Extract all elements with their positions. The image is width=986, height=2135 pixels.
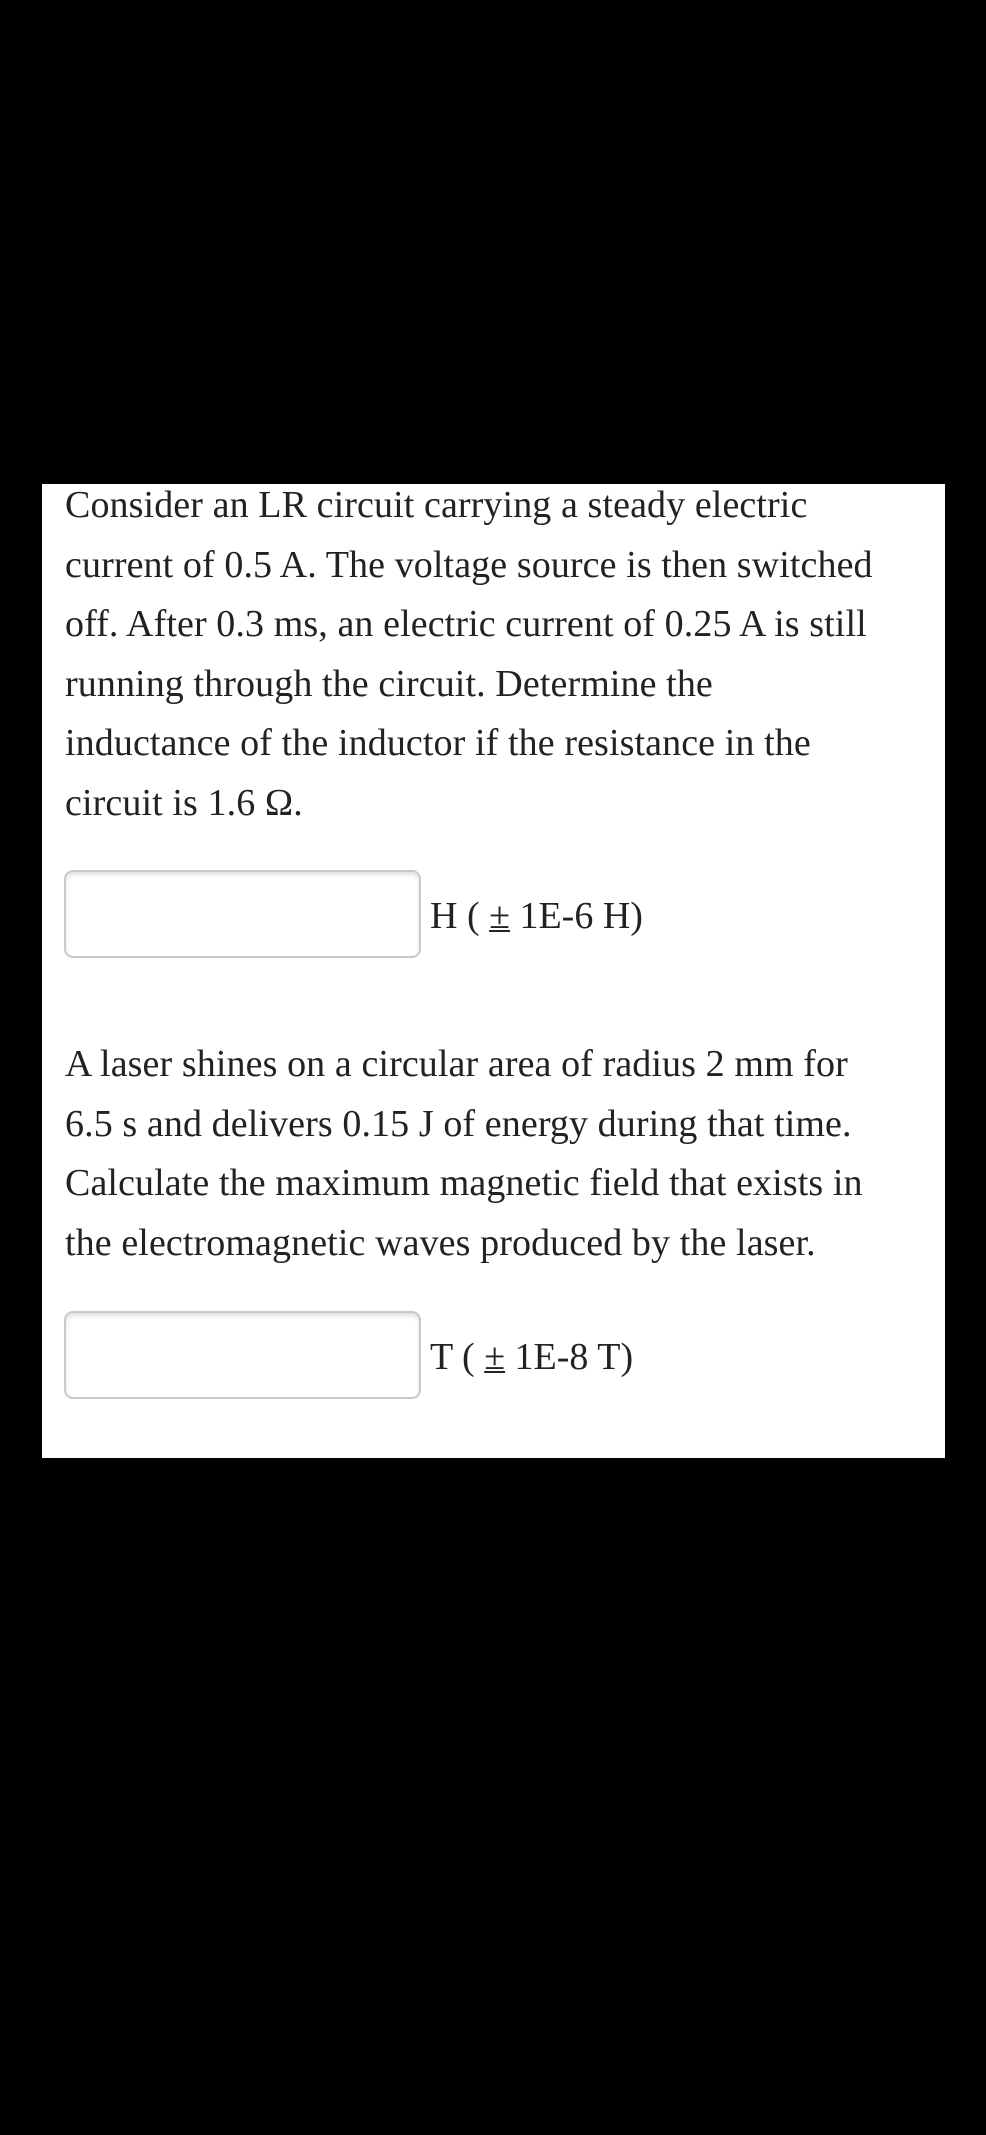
question-text-line: circuit is 1.6 Ω.: [65, 781, 303, 824]
unit-text: T: [430, 1336, 453, 1378]
question-text-line: the electromagnetic waves produced by the laser.: [65, 1221, 816, 1264]
question-text-line: current of 0.5 A. The voltage source is then switched: [65, 543, 873, 586]
question-text-line: Consider an LR circuit carrying a steady electric: [65, 484, 808, 526]
question-text-line: A laser shines on a circular area of radius 2 mm for: [65, 1043, 848, 1085]
plus-minus-icon: ±: [489, 895, 510, 937]
tolerance-open-paren: (: [462, 1336, 475, 1378]
answer-input-inductance[interactable]: [64, 870, 421, 958]
unit-text: H: [430, 895, 458, 937]
question-1-text: [65, 484, 925, 834]
answer-input-magnetic-field[interactable]: [64, 1311, 421, 1399]
unit-tolerance-label: [430, 894, 643, 938]
tolerance-open-paren: (: [466, 895, 480, 937]
unit-tolerance-label: [430, 1335, 633, 1379]
question-text-line: inductance of the inductor if the resistance in the: [65, 722, 811, 765]
tolerance-value: 1E-6 H): [519, 895, 643, 937]
tolerance-value: 1E-8 T): [514, 1336, 634, 1378]
question-2-text: [65, 1035, 925, 1273]
question-text-line: 6.5 s and delivers 0.15 J of energy during that time.: [65, 1102, 852, 1145]
question-text-line: Calculate the maximum magnetic field that exists in: [65, 1162, 863, 1205]
plus-minus-icon: ±: [484, 1336, 506, 1378]
answer-row-2: [64, 1311, 633, 1399]
question-text-line: off. After 0.3 ms, an electric current of 0.25 A is still: [65, 603, 867, 646]
question-text-line: running through the circuit. Determine the: [65, 662, 713, 705]
answer-row-1: [64, 870, 643, 958]
question-panel: [42, 484, 945, 1458]
